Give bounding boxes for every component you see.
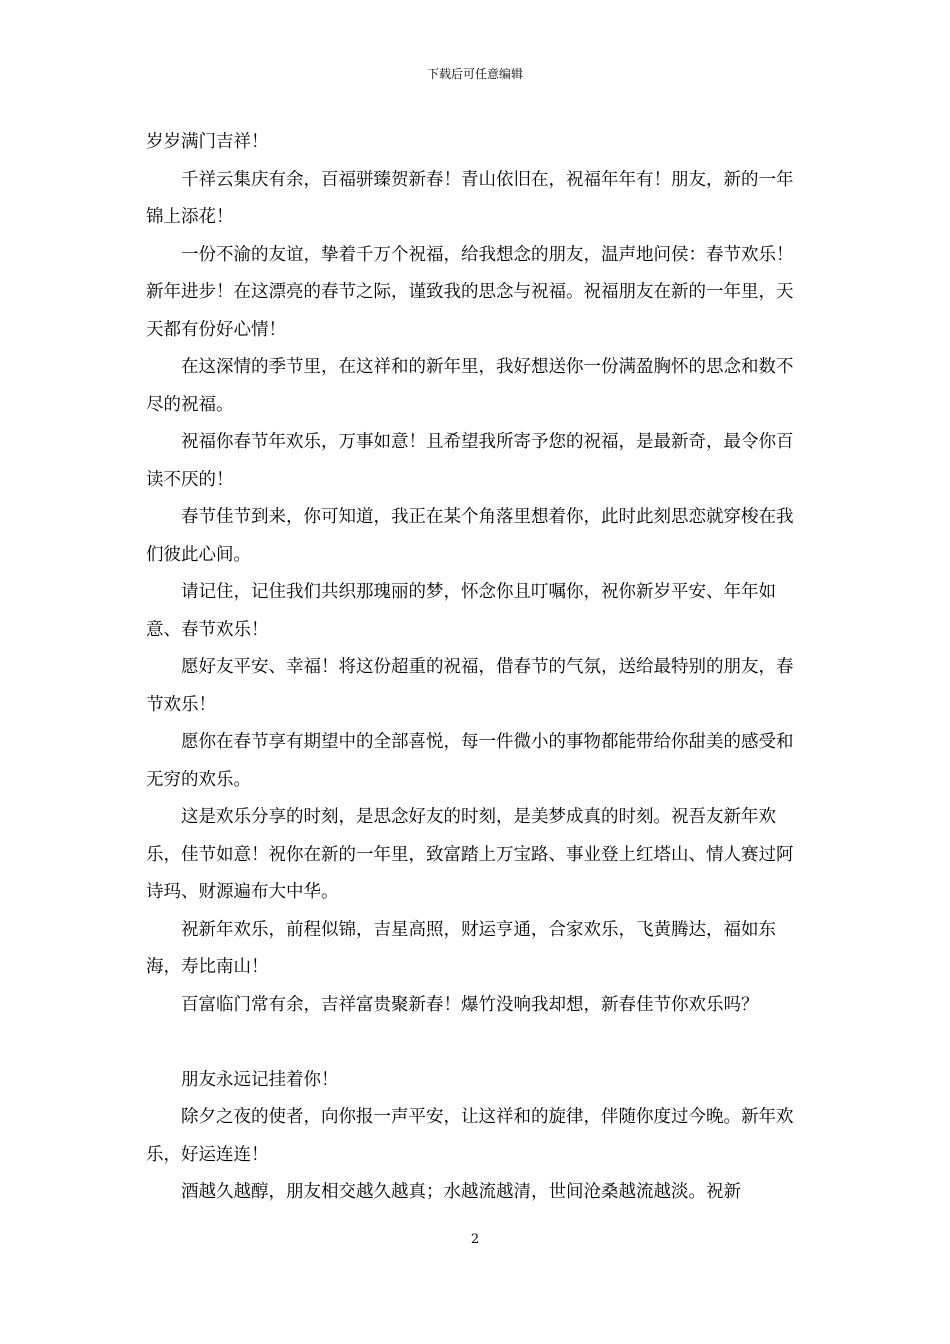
- paragraph: 愿好友平安、幸福！将这份超重的祝福，借春节的气氛，送给最特别的朋友，春节欢乐！: [146, 657, 794, 715]
- paragraph: 一份不渝的友谊，挚着千万个祝福，给我想念的朋友，温声地问侯：春节欢乐！新年进步！在这漂亮的春节之际，谨致我的思念与祝福。祝福朋友在新的一年里，天天都有份好心情！: [146, 244, 794, 340]
- paragraph: 在这深情的季节里，在这祥和的新年里，我好想送你一份满盈胸怀的思念和数不尽的祝福。: [146, 357, 794, 415]
- paragraph: 祝新年欢乐，前程似锦，吉星高照，财运亨通，合家欢乐，飞黄腾达，福如东海，寿比南山！: [146, 919, 776, 977]
- paragraph: 这是欢乐分享的时刻，是思念好友的时刻，是美梦成真的时刻。祝吾友新年欢乐，佳节如意！祝你在新的一年里，致富踏上万宝路、事业登上红塔山、情人赛过阿诗玛、财源遍布大中华。: [146, 807, 794, 902]
- paragraph: 千祥云集庆有余，百福骈臻贺新春！青山依旧在，祝福年年有！朋友，新的一年锦上添花！: [146, 169, 794, 227]
- paragraph: 岁岁满门吉祥！: [146, 132, 269, 152]
- page-header: 下载后可任意编辑: [426, 67, 523, 81]
- paragraph: 愿你在春节享有期望中的全部喜悦，每一件微小的事物都能带给你甜美的感受和无穷的欢乐。: [146, 732, 794, 790]
- paragraph: 请记住，记住我们共织那瑰丽的梦，怀念你且叮嘱你，祝你新岁平安、年年如意、春节欢乐！: [146, 582, 776, 640]
- paragraph: 朋友永远记挂着你！: [181, 1069, 339, 1090]
- paragraph: 除夕之夜的使者，向你报一声平安，让这祥和的旋律，伴随你度过今晚。新年欢乐，好运连连！: [146, 1107, 794, 1165]
- paragraph: 酒越久越醇，朋友相交越久越真；水越流越清，世间沧桑越流越淡。祝新: [181, 1182, 741, 1202]
- page-number: 2: [470, 1232, 480, 1247]
- paragraph: 春节佳节到来，你可知道，我正在某个角落里想着你，此时此刻思恋就穿梭在我们彼此心间。: [146, 507, 794, 565]
- document-body: [146, 124, 810, 1212]
- paragraph: 祝福你春节年欢乐，万事如意！且希望我所寄予您的祝福，是最新奇，最令你百读不厌的！: [146, 432, 794, 490]
- paragraph: 百富临门常有余，吉祥富贵聚新春！爆竹没响我却想，新春佳节你欢乐吗？: [181, 994, 759, 1015]
